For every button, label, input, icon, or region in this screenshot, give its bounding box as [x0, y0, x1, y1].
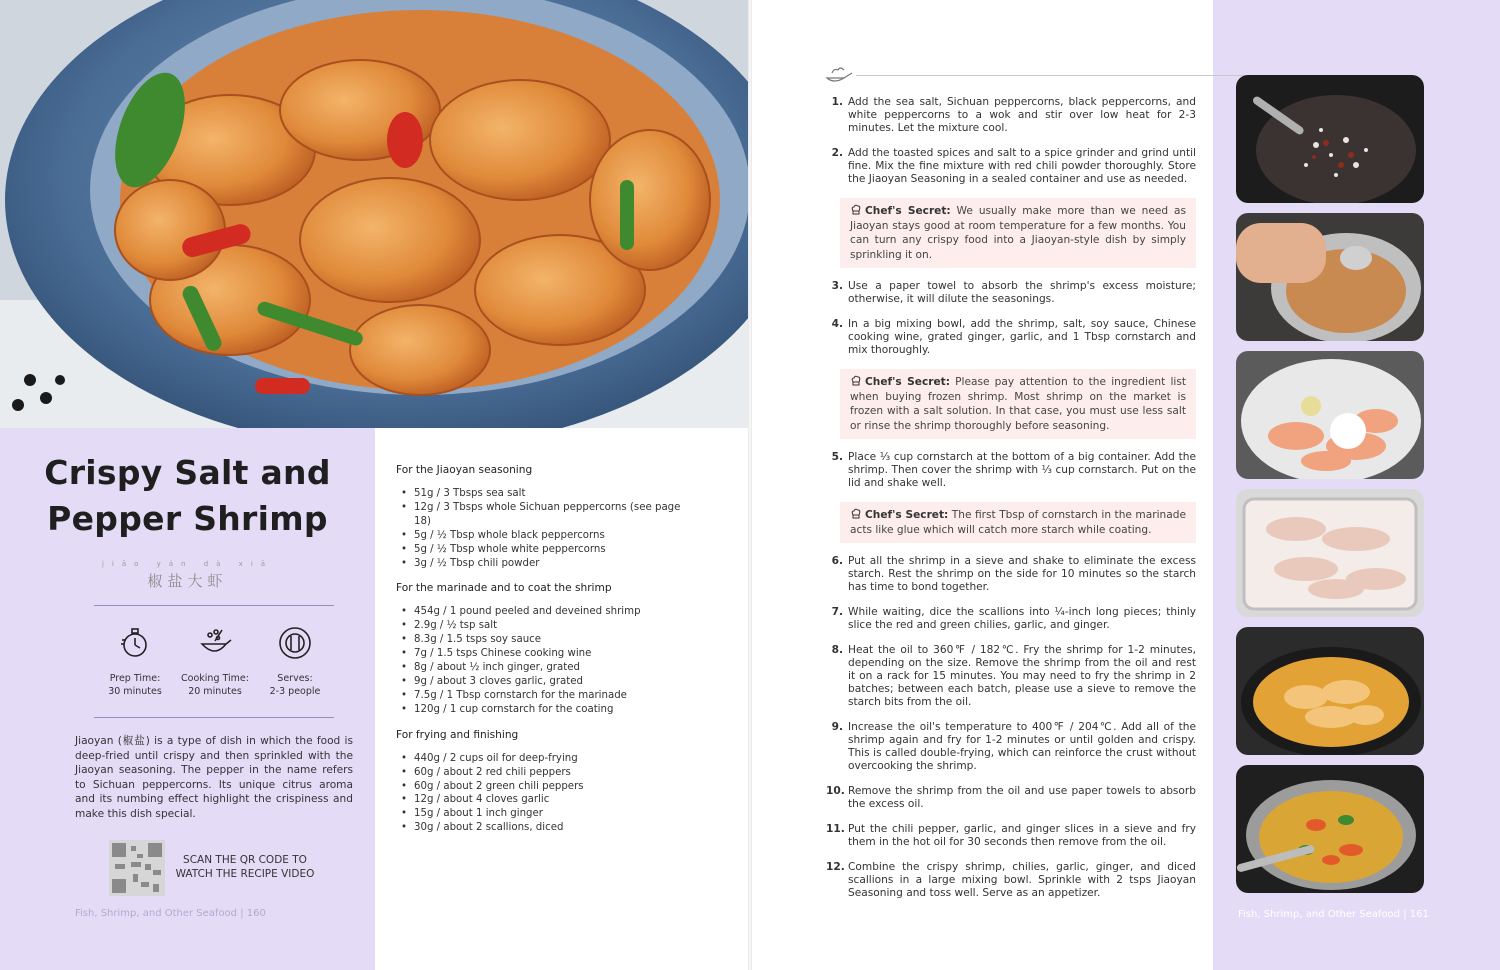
ingredient-heading: For the Jiaoyan seasoning — [396, 464, 533, 476]
chinese-name-block — [0, 560, 375, 591]
ingredient-item: • 30g / about 2 scallions, diced — [414, 821, 686, 835]
qr-caption-line2: WATCH THE RECIPE VIDEO — [175, 868, 315, 880]
step-number: 3. — [831, 280, 843, 292]
ingredient-item: • 60g / about 2 red chili peppers — [414, 766, 686, 780]
recipe-intro: Jiaoyan (椒盐) is a type of dish in which the food is deep-fried until crispy and then sprinkled with the Jiaoyan seasoning. The pepper in the name refers to Sichuan peppercorns. Its unique citrus aroma and its numbing effect highlight the crispiness and make this dish special. — [75, 735, 353, 820]
ingredient-heading: For the marinade and to coat the shrimp — [396, 582, 612, 595]
step-8 — [826, 644, 1196, 709]
secret-text: Please pay attention to the ingredient list when buying frozen shrimp. Most shrimp on the market is frozen with a salt solution. In that case, you must use less salt or rinse the shrimp thoroughly before seasoning. — [850, 376, 1187, 432]
step-number: 12. — [826, 861, 845, 873]
step-photo-frying-shrimp — [1236, 627, 1424, 755]
ingredient-list — [396, 605, 686, 716]
step-photo-frying-chilies — [1236, 765, 1424, 893]
step-number: 5. — [831, 451, 843, 463]
page-footer-right: Fish, Shrimp, and Other Seafood | 161 — [1238, 909, 1429, 920]
ingredient-heading: For frying and finishing — [396, 728, 519, 741]
header-divider — [856, 75, 1250, 76]
divider — [94, 717, 334, 718]
chef-hat-icon — [850, 375, 862, 387]
qr-code[interactable] — [109, 840, 165, 896]
stat-serves — [255, 626, 335, 698]
timer-icon — [118, 626, 152, 660]
ingredient-item: • 120g / 1 cup cornstarch for the coating — [414, 703, 686, 717]
step-number: 4. — [831, 318, 843, 330]
stat-label: Prep Time: — [109, 673, 161, 684]
divider — [94, 605, 334, 606]
ingredient-item: • 5g / ½ Tbsp whole white peppercorns — [414, 543, 686, 557]
step-text: Place ⅓ cup cornstarch at the bottom of a big container. Add the shrimp. Then cover the shrimp with ⅓ cup cornstarch. Put on the lid and shake well. — [848, 451, 1196, 489]
step-number: 7. — [831, 606, 843, 618]
step-text: Add the sea salt, Sichuan peppercorns, black peppercorns, and white peppercorns to a wok and stir over low heat for 2-3 minutes. Let the mixture cool. — [848, 96, 1196, 134]
chef-hat-icon — [824, 64, 854, 86]
ingredient-item: • 7.5g / 1 Tbsp cornstarch for the marinade — [414, 689, 686, 703]
recipe-title-line1: Crispy Salt and — [44, 453, 331, 492]
step-number: 2. — [831, 147, 843, 159]
ingredient-item: • 8g / about ½ inch ginger, grated — [414, 661, 686, 675]
step-text: Remove the shrimp from the oil and use paper towels to absorb the excess oil. — [848, 785, 1196, 810]
step-number: 9. — [831, 721, 843, 733]
stat-label: Serves: — [277, 673, 313, 684]
step-photo-toasting-spices — [1236, 75, 1424, 203]
step-5 — [826, 451, 1196, 490]
secret-text: The first Tbsp of cornstarch in the marinade acts like glue which will catch more starch while coating. — [850, 509, 1186, 536]
ingredient-item: • 8.3g / 1.5 tsps soy sauce — [414, 633, 686, 647]
step-text: Add the toasted spices and salt to a spice grinder and grind until fine. Mix the fine mixture with red chili powder thoroughly. Store the Jiaoyan Seasoning in a sealed container and use as needed. — [848, 147, 1196, 185]
recipe-title — [40, 450, 335, 542]
wok-icon — [198, 626, 232, 660]
book-gutter — [748, 0, 752, 970]
chinese-name: 椒盐大虾 — [147, 572, 228, 590]
step-7 — [826, 606, 1196, 632]
chefs-secret-box — [840, 369, 1196, 439]
step-number: 8. — [831, 644, 843, 656]
step-text: Put the chili pepper, garlic, and ginger slices in a sieve and fry them in the hot oil for 30 seconds then remove from the oil. — [848, 823, 1196, 848]
pinyin: jiāo yán dà xiā — [101, 560, 274, 568]
step-text: Put all the shrimp in a sieve and shake to eliminate the excess starch. Rest the shrimp on the side for 10 minutes so the starch has time to bond together. — [848, 555, 1196, 593]
step-photo-ground-seasoning — [1236, 213, 1424, 341]
recipe-title-line2: Pepper Shrimp — [47, 499, 328, 538]
instructions-list — [826, 96, 1196, 912]
step-text: Heat the oil to 360℉ / 182℃. Fry the shrimp for 1-2 minutes, depending on the size. Remove the shrimp from the oil and rest it on a rack for 15 minutes. You may need to fry the shrimp in 2 batches; between each batch, please use a sieve to remove the starch bits from the oil. — [848, 644, 1196, 708]
recipe-info-panel — [0, 428, 375, 970]
step-1 — [826, 96, 1196, 135]
secret-label: Chef's Secret: — [865, 205, 951, 217]
step-3 — [826, 280, 1196, 306]
ingredient-item: • 60g / about 2 green chili peppers — [414, 780, 686, 794]
ingredient-item: • 15g / about 1 inch ginger — [414, 807, 686, 821]
step-photo-cornstarch-coating — [1236, 489, 1424, 617]
stat-label: Cooking Time: — [181, 673, 249, 684]
stat-cooking-time — [175, 626, 255, 698]
chef-hat-icon — [850, 204, 862, 216]
ingredient-item: • 3g / ½ Tbsp chili powder — [414, 557, 686, 571]
recipe-stats — [95, 626, 335, 698]
hero-photo-shrimp — [0, 0, 750, 428]
step-text: Use a paper towel to absorb the shrimp's excess moisture; otherwise, it will dilute the seasonings. — [848, 280, 1196, 305]
chefs-secret-box — [840, 198, 1196, 268]
chef-hat-icon — [850, 508, 862, 520]
ingredient-item: • 12g / 3 Tbsps whole Sichuan peppercorns (see page 18) — [414, 501, 686, 529]
step-text: In a big mixing bowl, add the shrimp, salt, soy sauce, Chinese cooking wine, grated ginger, garlic, and 1 Tbsp cornstarch and mix thoroughly. — [848, 318, 1196, 356]
secret-label: Chef's Secret: — [865, 509, 949, 521]
step-number: 10. — [826, 785, 845, 797]
step-10 — [826, 785, 1196, 811]
step-number: 6. — [831, 555, 843, 567]
chefs-secret-box — [840, 502, 1196, 543]
page-footer-left: Fish, Shrimp, and Other Seafood | 160 — [75, 908, 266, 919]
step-9 — [826, 721, 1196, 773]
ingredient-item: • 12g / about 4 cloves garlic — [414, 793, 686, 807]
step-number: 11. — [826, 823, 845, 835]
stat-value: 2-3 people — [269, 686, 321, 697]
step-photo-marinating-shrimp — [1236, 351, 1424, 479]
stat-prep-time — [95, 626, 175, 698]
ingredients-column — [396, 464, 686, 847]
step-text: Combine the crispy shrimp, chilies, garlic, ginger, and diced scallions in a large mixing bowl. Sprinkle with 2 tsps Jiaoyan Seasoning and toss well. Serve as an appetizer. — [848, 861, 1196, 899]
ingredient-list — [396, 752, 686, 835]
step-6 — [826, 555, 1196, 594]
step-text: While waiting, dice the scallions into ¼-inch long pieces; thinly slice the red and green chilies, garlic, and ginger. — [848, 606, 1196, 631]
step-4 — [826, 318, 1196, 357]
ingredient-item: • 9g / about 3 cloves garlic, grated — [414, 675, 686, 689]
stat-value: 20 minutes — [188, 686, 242, 697]
ingredient-item: • 7g / 1.5 tsps Chinese cooking wine — [414, 647, 686, 661]
plate-cutlery-icon — [278, 626, 312, 660]
ingredient-item: • 2.9g / ½ tsp salt — [414, 619, 686, 633]
ingredient-item: • 51g / 3 Tbsps sea salt — [414, 487, 686, 501]
step-12 — [826, 861, 1196, 900]
qr-caption — [170, 853, 320, 881]
ingredient-list — [396, 487, 686, 570]
stat-value: 30 minutes — [108, 686, 162, 697]
step-text: Increase the oil's temperature to 400℉ / 204℃. Add all of the shrimp again and fry for 1-2 minutes or until golden and crispy. This is called double-frying, which can reinforce the crust without overcooking the shrimp. — [848, 721, 1196, 772]
step-number: 1. — [831, 96, 843, 108]
secret-text: We usually make more than we need as Jiaoyan stays good at room temperature for a few months. You can turn any crispy food into a Jiaoyan-style dish by simply sprinkling it on. — [850, 205, 1186, 261]
ingredient-item: • 454g / 1 pound peeled and deveined shrimp — [414, 605, 686, 619]
step-2 — [826, 147, 1196, 186]
step-11 — [826, 823, 1196, 849]
qr-caption-line1: SCAN THE QR CODE TO — [183, 854, 307, 866]
ingredient-item: • 5g / ½ Tbsp whole black peppercorns — [414, 529, 686, 543]
secret-label: Chef's Secret: — [865, 376, 950, 388]
ingredient-item: • 440g / 2 cups oil for deep-frying — [414, 752, 686, 766]
